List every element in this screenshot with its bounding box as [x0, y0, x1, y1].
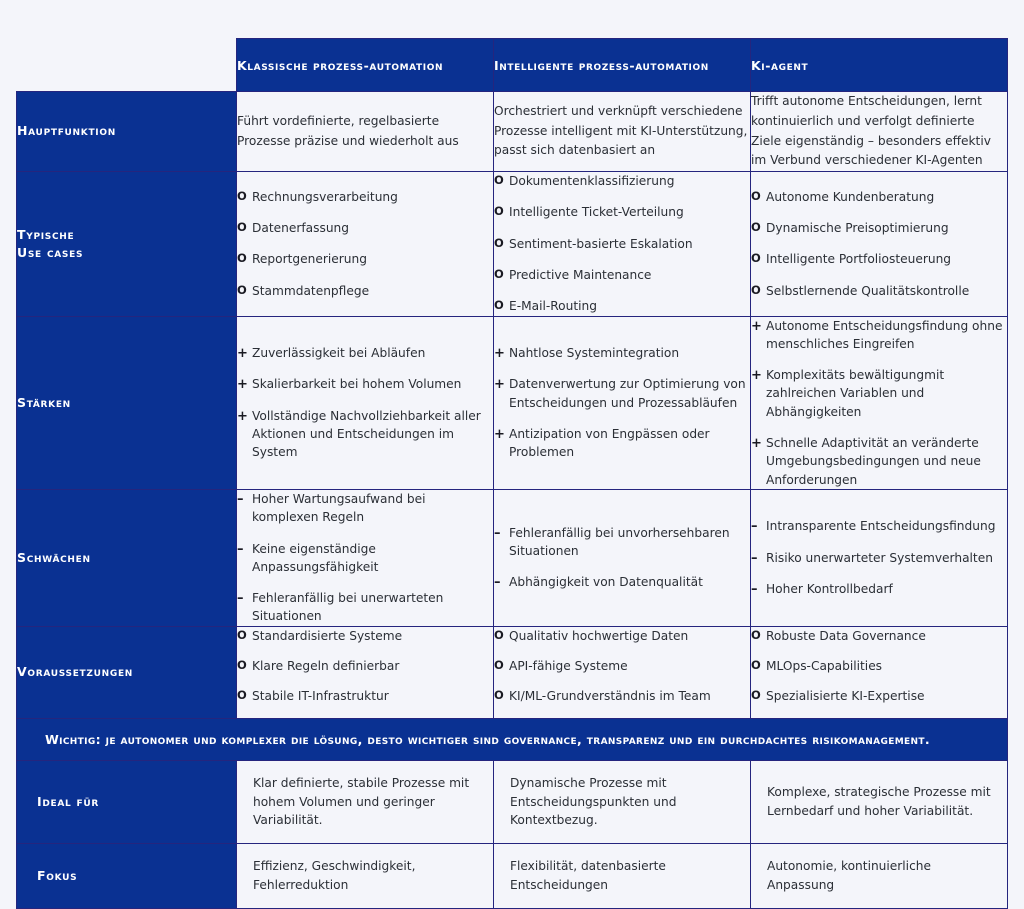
list-item-label: Hoher Kontrollbedarf — [766, 581, 893, 596]
list-item-label: Reportgenerierung — [252, 252, 367, 267]
cell-ideal-fuer-intelligent — [494, 760, 751, 844]
cell-staerken-ki-agent — [751, 316, 1008, 489]
bullet-circle-icon: O — [494, 627, 504, 642]
list-item — [494, 425, 750, 462]
row-label-line: Voraussetzungen — [17, 664, 134, 680]
table-row-ideal-fuer — [17, 760, 1008, 844]
cell-hauptfunktion-klassisch — [237, 92, 494, 172]
item-list — [751, 188, 1007, 300]
header-corner-empty — [17, 39, 237, 92]
list-item-label: Vollständige Nachvollziehbarkeit aller Aktionen und Entscheidungen im System — [252, 408, 481, 460]
important-notice-text: Wichtig: je autonomer und komplexer die lösung, desto wichtiger sind governance, transparenz und ein durchdachtes risikomanagement. — [45, 731, 930, 747]
item-list — [494, 344, 750, 461]
list-item-label: Stabile IT-Infrastruktur — [252, 689, 389, 704]
list-item — [237, 407, 493, 462]
list-item-label: Dynamische Preisoptimierung — [766, 221, 949, 235]
list-item-label: Zuverlässigkeit bei Abläufen — [252, 345, 426, 360]
bullet-circle-icon: O — [237, 688, 247, 703]
list-item — [494, 375, 750, 412]
bullet-circle-icon: O — [751, 251, 761, 266]
cell-paragraph: Trifft autonome Entscheidungen, lernt kontinuierlich und verfolgt definierte Ziele eigenständig – besonders effektiv im Verbund verschiedener KI-Agenten — [751, 94, 991, 168]
cell-staerken-intelligent — [494, 316, 751, 489]
list-item — [494, 687, 750, 705]
cell-voraussetzungen-ki-agent — [751, 626, 1008, 718]
list-item-label: Klare Regeln definierbar — [252, 659, 400, 673]
list-item — [494, 573, 750, 591]
bullet-circle-icon: O — [237, 658, 247, 672]
list-item-label: Qualitativ hochwertige Daten — [509, 628, 689, 643]
list-item-label: Hoher Wartungsaufwand bei komplexen Regeln — [252, 491, 426, 525]
cell-paragraph: Autonomie, kontinuierliche Anpassung — [767, 859, 931, 893]
bullet-plus-icon: + — [751, 318, 762, 334]
cell-schwaechen-klassisch — [237, 489, 494, 626]
list-item — [237, 375, 493, 393]
item-list — [237, 490, 493, 626]
item-list — [751, 627, 1007, 706]
bullet-minus-icon: – — [237, 541, 244, 557]
list-item — [237, 250, 493, 268]
list-item-label: Dokumentenklassifizierung — [509, 174, 675, 189]
bullet-circle-icon: O — [751, 658, 761, 672]
table-row-typische-use-cases — [17, 172, 1008, 316]
bullet-plus-icon: + — [494, 377, 505, 393]
table-row-schwaechen — [17, 489, 1008, 626]
header-row — [17, 39, 1008, 92]
bullet-circle-icon: O — [751, 220, 761, 234]
cell-voraussetzungen-klassisch — [237, 626, 494, 718]
column-header-intelligente-prozess-automation: intelligente prozess-automation — [494, 39, 751, 92]
list-item — [494, 266, 750, 284]
bullet-circle-icon: O — [494, 204, 504, 219]
item-list — [237, 344, 493, 461]
list-item-label: Datenerfassung — [252, 221, 350, 235]
list-item — [494, 524, 750, 561]
list-item — [751, 250, 1007, 268]
bullet-circle-icon: O — [494, 266, 504, 281]
cell-ideal-fuer-klassisch — [237, 760, 494, 844]
bullet-circle-icon: O — [494, 658, 504, 672]
list-item-label: Autonome Kundenberatung — [766, 189, 935, 204]
row-label-ideal-fuer — [17, 760, 237, 844]
row-label-line: Hauptfunktion — [17, 123, 116, 139]
bullet-plus-icon: + — [751, 436, 762, 452]
bullet-plus-icon: + — [237, 345, 248, 361]
list-item-label: KI/ML-Grundverständnis im Team — [509, 689, 711, 704]
list-item — [237, 344, 493, 362]
list-item — [237, 188, 493, 206]
list-item-label: Abhängigkeit von Datenqualität — [509, 575, 703, 590]
row-label-line: Ideal für — [37, 793, 100, 809]
list-item-label: Fehleranfällig bei unvorhersehbaren Situationen — [509, 525, 730, 559]
list-item-label: Keine eigenständige Anpassungsfähigkeit — [252, 541, 379, 574]
bullet-plus-icon: + — [237, 377, 248, 393]
row-label-line: Schwächen — [17, 549, 91, 565]
bullet-circle-icon: O — [237, 188, 247, 203]
list-item-label: MLOps-Capabilities — [766, 659, 883, 673]
list-item — [237, 540, 493, 577]
list-item-label: Antizipation von Engpässen oder Problemen — [509, 426, 710, 460]
bullet-plus-icon: + — [751, 368, 762, 384]
list-item — [751, 366, 1007, 421]
list-item — [237, 490, 493, 527]
item-list — [237, 188, 493, 300]
bullet-circle-icon: O — [751, 188, 761, 203]
list-item — [751, 188, 1007, 206]
item-list — [494, 524, 750, 592]
list-item — [751, 434, 1007, 489]
table-row-staerken — [17, 316, 1008, 489]
list-item-label: Datenverwertung zur Optimierung von Entscheidungen und Prozessabläufen — [509, 377, 746, 410]
list-item-label: Predictive Maintenance — [509, 267, 652, 282]
bullet-circle-icon: O — [751, 688, 761, 703]
list-item — [751, 657, 1007, 675]
list-item — [751, 627, 1007, 645]
column-header-ki-agent: ki-agent — [751, 39, 1008, 92]
list-item — [237, 657, 493, 675]
bullet-circle-icon: O — [494, 235, 504, 250]
bullet-minus-icon: – — [494, 575, 501, 591]
bullet-minus-icon: – — [751, 581, 758, 597]
list-item-label: Risiko unerwarteter Systemverhalten — [766, 550, 993, 565]
cell-use-cases-intelligent — [494, 172, 751, 316]
cell-paragraph: Führt vordefinierte, regelbasierte Prozesse präzise und wiederholt aus — [237, 113, 459, 148]
list-item — [494, 657, 750, 675]
list-item — [751, 580, 1007, 598]
list-item-label: Intelligente Portfoliosteuerung — [766, 252, 952, 267]
list-item — [751, 317, 1007, 354]
list-item — [237, 627, 493, 645]
cell-voraussetzungen-intelligent — [494, 626, 751, 718]
list-item-label: Intransparente Entscheidungsfindung — [766, 519, 996, 534]
row-label-line: Stärken — [17, 394, 71, 410]
list-item-label: Schnelle Adaptivität an veränderte Umgebungsbedingungen und neue Anforderungen — [766, 436, 981, 487]
cell-use-cases-klassisch — [237, 172, 494, 316]
list-item-label: Komplexitäts bewältigungmit zahlreichen Variablen und Abhängigkeiten — [766, 368, 945, 419]
list-item-label: Autonome Entscheidungsfindung ohne menschliches Eingreifen — [766, 318, 1003, 351]
item-list — [751, 317, 1007, 489]
bullet-circle-icon: O — [237, 282, 247, 297]
table-body — [17, 92, 1008, 909]
bullet-minus-icon: – — [751, 519, 758, 535]
list-item — [494, 627, 750, 645]
table-row-hauptfunktion — [17, 92, 1008, 172]
list-item-label: Spezialisierte KI-Expertise — [766, 689, 925, 704]
row-label-voraussetzungen — [17, 626, 237, 718]
list-item-label: Standardisierte Systeme — [252, 628, 403, 643]
bullet-circle-icon: O — [751, 627, 761, 642]
list-item — [494, 297, 750, 315]
table-row-banner — [17, 718, 1008, 760]
list-item — [751, 282, 1007, 300]
cell-paragraph: Flexibilität, datenbasierte Entscheidungen — [510, 859, 666, 893]
bullet-circle-icon: O — [494, 298, 504, 313]
cell-paragraph: Klar definierte, stabile Prozesse mit hohem Volumen und geringer Variabilität. — [253, 775, 470, 828]
cell-staerken-klassisch — [237, 316, 494, 489]
bullet-circle-icon: O — [237, 627, 247, 642]
row-label-hauptfunktion — [17, 92, 237, 172]
row-label-schwaechen — [17, 489, 237, 626]
list-item-label: Fehleranfällig bei unerwarteten Situationen — [252, 591, 444, 624]
bullet-circle-icon: O — [237, 251, 247, 266]
bullet-circle-icon: O — [494, 688, 504, 703]
item-list — [751, 517, 1007, 598]
list-item — [237, 219, 493, 237]
table-header — [17, 39, 1008, 92]
cell-paragraph: Dynamische Prozesse mit Entscheidungspunkten und Kontextbezug. — [510, 775, 677, 828]
bullet-minus-icon: – — [751, 550, 758, 566]
bullet-plus-icon: + — [494, 345, 505, 361]
bullet-minus-icon: – — [237, 591, 244, 607]
list-item — [751, 517, 1007, 535]
bullet-plus-icon: + — [494, 426, 505, 442]
row-label-line: Fokus — [37, 868, 78, 884]
cell-hauptfunktion-intelligent — [494, 92, 751, 172]
row-label-line: Use cases — [17, 244, 84, 260]
item-list — [494, 172, 750, 315]
list-item — [751, 219, 1007, 237]
list-item-label: Nahtlose Systemintegration — [509, 345, 680, 360]
bullet-plus-icon: + — [237, 408, 248, 424]
list-item — [237, 589, 493, 626]
list-item-label: Selbstlernende Qualitätskontrolle — [766, 283, 970, 298]
list-item — [751, 549, 1007, 567]
list-item — [494, 344, 750, 362]
bullet-minus-icon: – — [494, 525, 501, 541]
list-item — [494, 172, 750, 190]
cell-paragraph: Orchestriert und verknüpft verschiedene Prozesse intelligent mit KI-Unterstützung, passt sich datenbasiert an — [494, 103, 748, 158]
row-label-line: Typische — [17, 226, 75, 242]
cell-use-cases-ki-agent — [751, 172, 1008, 316]
list-item-label: Intelligente Ticket-Verteilung — [509, 205, 684, 220]
cell-paragraph: Komplexe, strategische Prozesse mit Lernbedarf und hoher Variabilität. — [767, 785, 991, 818]
item-list — [237, 627, 493, 706]
list-item-label: Sentiment-basierte Eskalation — [509, 236, 693, 251]
row-label-staerken — [17, 316, 237, 489]
table-row-voraussetzungen — [17, 626, 1008, 718]
bullet-circle-icon: O — [751, 282, 761, 297]
list-item — [494, 203, 750, 221]
cell-hauptfunktion-ki-agent — [751, 92, 1008, 172]
bullet-circle-icon: O — [494, 173, 504, 188]
list-item-label: Skalierbarkeit bei hohem Volumen — [252, 377, 462, 392]
item-list — [494, 627, 750, 706]
cell-paragraph: Effizienz, Geschwindigkeit, Fehlerreduktion — [253, 859, 416, 893]
bullet-circle-icon: O — [237, 220, 247, 234]
list-item — [237, 687, 493, 705]
cell-schwaechen-ki-agent — [751, 489, 1008, 626]
list-item-label: E-Mail-Routing — [509, 299, 597, 314]
list-item — [494, 235, 750, 253]
list-item — [237, 282, 493, 300]
list-item-label: Robuste Data Governance — [766, 628, 926, 643]
bullet-minus-icon: – — [237, 491, 244, 507]
column-header-klassische-prozess-automation: Klassische prozess-automation — [237, 39, 494, 92]
list-item-label: Rechnungsverarbeitung — [252, 189, 398, 204]
list-item-label: Stammdatenpflege — [252, 283, 370, 298]
list-item-label: API-fähige Systeme — [509, 659, 628, 673]
important-notice-banner — [17, 718, 1008, 760]
cell-schwaechen-intelligent — [494, 489, 751, 626]
automation-comparison-table — [16, 38, 1008, 909]
cell-ideal-fuer-ki-agent — [751, 760, 1008, 844]
list-item — [751, 687, 1007, 705]
row-label-typische-use-cases — [17, 172, 237, 316]
